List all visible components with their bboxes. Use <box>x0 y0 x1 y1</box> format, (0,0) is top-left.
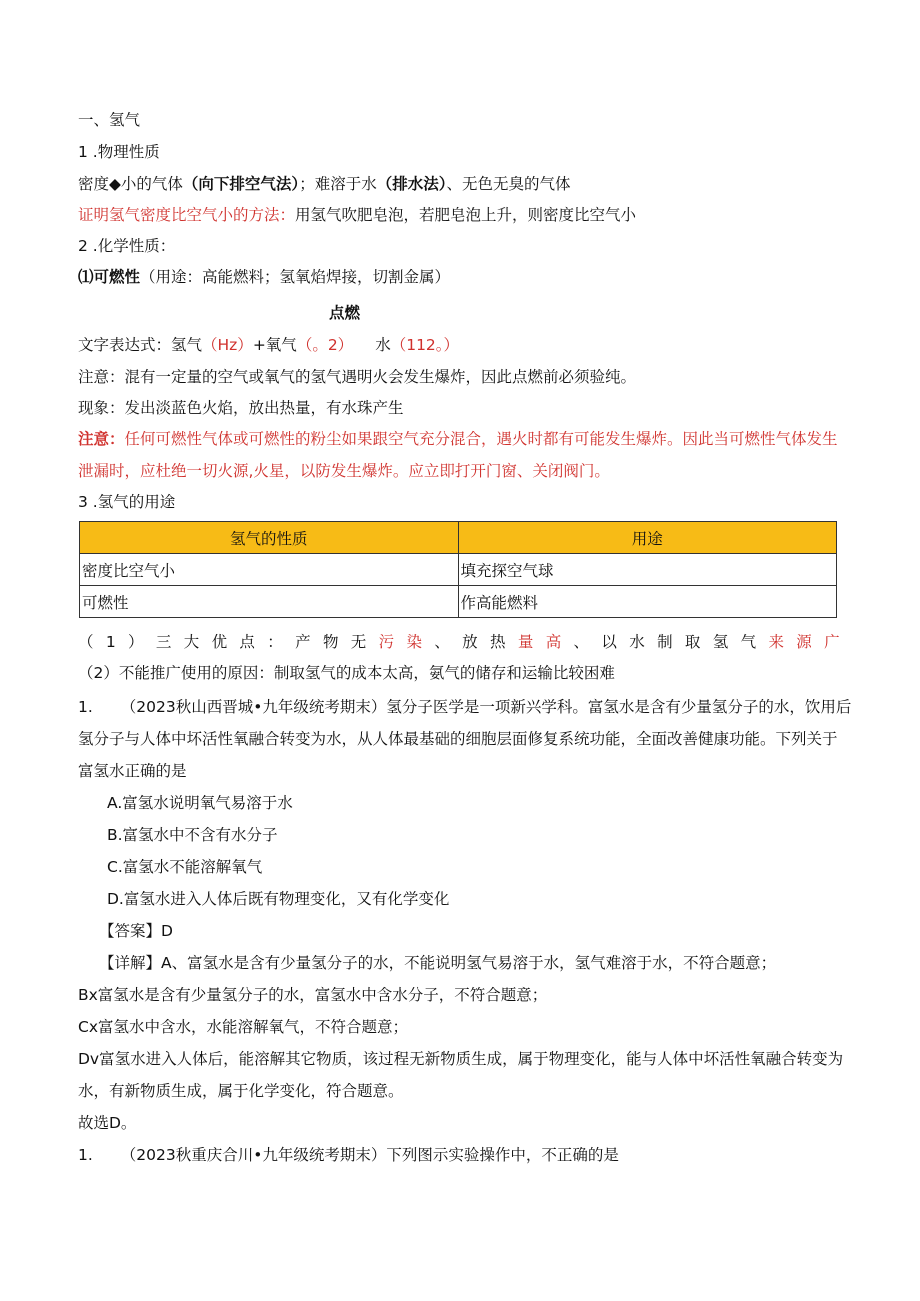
physical-properties-heading: 1 .物理性质 <box>78 143 160 161</box>
advantage-char: ： <box>267 633 283 651</box>
combustibility-line <box>78 267 450 287</box>
advantage-char: 广 <box>824 633 840 651</box>
density-proof-line <box>78 205 636 225</box>
advantage-char: 优 <box>211 633 228 651</box>
advantage-char: （ <box>78 633 94 651</box>
advantage-char: 污 <box>378 633 395 651</box>
choose-line: 故选D。 <box>78 1114 137 1132</box>
section-title: 一、氢气 <box>78 111 141 129</box>
phenomenon-line: 现象：发出淡蓝色火焰，放出热量，有水珠产生 <box>78 399 404 417</box>
table-row <box>80 586 837 618</box>
explanation-b: Bx富氢水是含有少量氢分子的水，富氢水中含水分子，不符合题意； <box>78 986 548 1004</box>
advantage-char: 量 <box>517 633 534 651</box>
table-cell: 填充探空气球 <box>458 554 837 586</box>
advantage-char: 制 <box>657 633 673 651</box>
advantage-char: 氢 <box>712 633 729 651</box>
equation-product: 水 <box>375 336 391 354</box>
question-2-line <box>78 1145 619 1165</box>
cannot-promote-line: （2）不能推广使用的原因：制取氢气的成本太高，氨气的储存和运输比较困难 <box>78 664 615 682</box>
table-row <box>80 554 837 586</box>
advantage-char: 源 <box>796 633 812 651</box>
option-d: D.富氢水进入人体后既有物理变化，又有化学变化 <box>107 890 450 908</box>
advantage-char: 产 <box>295 633 311 651</box>
table-header-row <box>80 522 837 554</box>
advantage-char: 、 <box>434 633 450 651</box>
colorless-text: 、无色无臭的气体 <box>446 175 571 193</box>
option-a: A.富氢水说明氧气易溶于水 <box>107 794 293 812</box>
advantage-char: 三 <box>155 633 172 651</box>
uses-table <box>79 521 837 618</box>
advantage-char: 1 <box>105 633 116 651</box>
table-cell: 可燃性 <box>80 586 459 618</box>
explanation-a: 【详解】A、富氢水是含有少量氢分子的水，不能说明氢气易溶于水，氢气难溶于水，不符合题意； <box>99 954 777 972</box>
physical-properties-line <box>78 174 570 194</box>
advantage-char: 气 <box>740 633 757 651</box>
density-text: 密度◆小的气体 <box>78 175 183 193</box>
combustibility-label: ⑴可燃性 <box>78 268 141 286</box>
advantage-char: 来 <box>768 633 784 651</box>
explanation-d-line1: Dv富氢水进入人体后，能溶解其它物质，该过程无新物质生成，属于物理变化，能与人体中坏活性氧融合转变为 <box>78 1050 844 1068</box>
advantage-char: 放 <box>462 633 478 651</box>
question-number: 1. <box>78 698 93 716</box>
three-advantages-line <box>78 632 840 652</box>
explosion-warning-line2: 泄漏时，应杜绝一切火源,火星，以防发生爆炸。应立即打开门窗、关闭阀门。 <box>78 462 610 480</box>
question-1-line2: 氢分子与人体中坏活性氧融合转变为水，从人体最基础的细胞层面修复系统功能，全面改善健康功能。下列关于 <box>78 730 838 748</box>
question-1-line3: 富氢水正确的是 <box>78 762 187 780</box>
question-text-1: 氢分子医学是一项新兴学科。富氢水是含有少量氢分子的水，饮用后 <box>386 698 852 716</box>
advantage-char: 水 <box>629 633 645 651</box>
ignition-condition: 点燃 <box>329 304 361 322</box>
question-1-line1 <box>78 697 851 717</box>
oxygen-formula: （。2） <box>296 336 354 354</box>
chemical-properties-heading: 2 .化学性质： <box>78 237 176 255</box>
advantage-char: 热 <box>490 633 506 651</box>
warning-label: 注意： <box>78 430 125 448</box>
option-c: C.富氢水不能溶解氧气 <box>107 858 263 876</box>
advantage-char: 高 <box>545 633 562 651</box>
explosion-warning-line1 <box>78 429 838 449</box>
equation-prefix: 文字表达式：氢气 <box>78 336 203 354</box>
advantage-char: 大 <box>183 633 200 651</box>
table-cell: 作高能燃料 <box>458 586 837 618</box>
advantage-char: 、 <box>573 633 590 651</box>
advantage-char: 物 <box>322 633 339 651</box>
equation-plus-oxygen: +氧气 <box>252 336 297 354</box>
combustibility-uses: （用途：高能燃料；氢氧焰焊接，切割金属） <box>140 268 451 286</box>
question-text: 下列图示实验操作中，不正确的是 <box>386 1146 619 1164</box>
insoluble-text: ；难溶于水 <box>299 175 377 193</box>
uses-heading: 3 .氢气的用途 <box>78 493 176 511</box>
hydrogen-formula: （Hz） <box>202 336 253 354</box>
density-proof-text: 用氢气吹肥皂泡，若肥皂泡上升，则密度比空气小 <box>295 206 637 224</box>
advantage-char: 染 <box>406 633 422 651</box>
option-b: B.富氢水中不含有水分子 <box>107 826 278 844</box>
advantage-char: 取 <box>684 633 701 651</box>
downward-air-method: （向下排空气法） <box>182 175 300 193</box>
table-header-property: 氢气的性质 <box>80 522 459 554</box>
question-source: （2023秋重庆合川•九年级统考期末） <box>120 1146 387 1164</box>
advantage-char: 以 <box>601 633 617 651</box>
density-proof-label: 证明氢气密度比空气小的方法： <box>78 206 296 224</box>
advantage-char: ） <box>128 633 144 651</box>
question-source: （2023秋山西晋城•九年级统考期末） <box>120 698 387 716</box>
advantage-char: 无 <box>350 633 367 651</box>
table-cell: 密度比空气小 <box>80 554 459 586</box>
explanation-d-line2: 水，有新物质生成，属于化学变化，符合题意。 <box>78 1082 404 1100</box>
advantage-char: 点 <box>239 633 255 651</box>
water-formula: （112。） <box>390 336 460 354</box>
question-number: 1. <box>78 1146 93 1164</box>
table-header-use: 用途 <box>458 522 837 554</box>
word-equation <box>78 335 459 355</box>
purity-note: 注意：混有一定量的空气或氧气的氢气遇明火会发生爆炸，因此点燃前必须验纯。 <box>78 368 637 386</box>
explanation-c: Cx富氢水中含水，水能溶解氧气，不符合题意； <box>78 1018 408 1036</box>
warning-text-1: 任何可燃性气体或可燃性的粉尘如果跟空气充分混合，遇火时都有可能发生爆炸。因此当可燃性气体发生 <box>124 430 838 448</box>
answer-line: 【答案】D <box>99 922 173 940</box>
water-displacement-method: （排水法） <box>376 175 447 193</box>
